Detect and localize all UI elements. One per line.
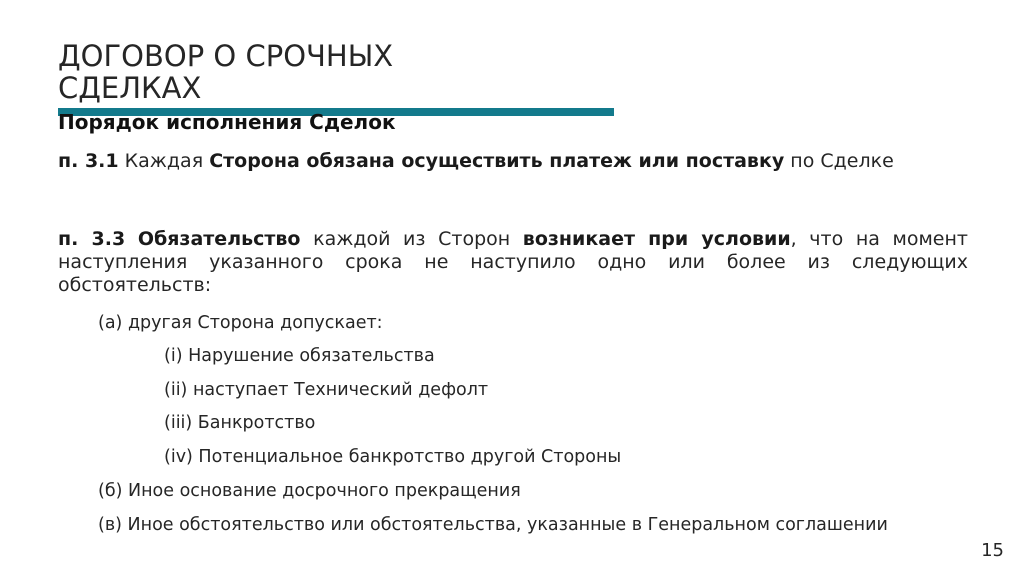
clause-ref-3-3: п. 3.3 xyxy=(58,228,126,250)
paragraph-3-1-text-2: по Сделке xyxy=(790,150,894,172)
list-item-ii: (ii) наступает Технический дефолт xyxy=(164,380,489,400)
slide-title-line-2: СДЕЛКАХ xyxy=(58,71,202,105)
paragraph-3-3 xyxy=(58,228,968,297)
slide-title xyxy=(58,40,618,104)
list-item-iv: (iv) Потенциальное банкротство другой Стороны xyxy=(164,447,622,467)
list-item-iii: (iii) Банкротство xyxy=(164,413,316,433)
paragraph-3-1-text-1: Каждая xyxy=(124,150,204,172)
page-number: 15 xyxy=(981,540,1004,561)
paragraph-3-3-bold-2: возникает при условии xyxy=(522,228,791,250)
paragraph-3-3-text-1: каждой из Сторон xyxy=(313,228,511,250)
list-item-a: (а) другая Сторона допускает: xyxy=(98,313,383,333)
list-item-b: (б) Иное основание досрочного прекращения xyxy=(98,481,521,501)
list-item-v xyxy=(58,514,968,536)
paragraph-3-1 xyxy=(58,150,968,173)
clause-ref-3-1: п. 3.1 xyxy=(58,150,119,172)
list-item-i: (i) Нарушение обязательства xyxy=(164,346,435,366)
paragraph-3-1-bold: Сторона обязана осуществить платеж или поставку xyxy=(209,150,785,172)
slide-title-line-1: ДОГОВОР О СРОЧНЫХ xyxy=(58,39,394,73)
paragraph-3-3-bold-1: Обязательство xyxy=(137,228,301,250)
slide-subtitle: Порядок исполнения Сделок xyxy=(58,110,396,134)
paragraph-3-3-text-2: , что на момент наступления указанного срока не наступило одно или более из следующих обстоятельств: xyxy=(58,228,968,296)
list-item-v-text: (в) Иное обстоятельство или обстоятельства, указанные в Генеральном соглашении xyxy=(98,515,888,535)
